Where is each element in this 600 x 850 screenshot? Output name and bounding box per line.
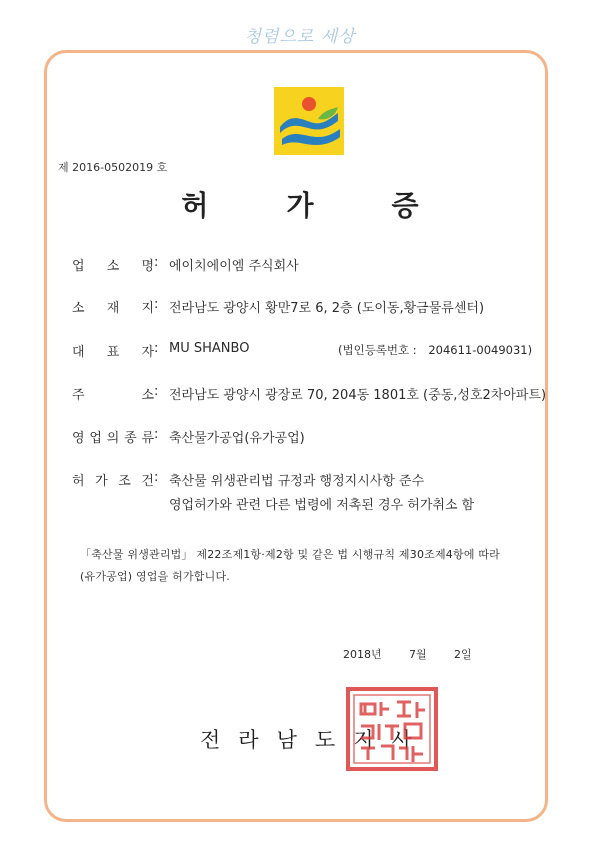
date-year: 2018년 [343, 648, 382, 661]
label-char: 명 [141, 259, 154, 274]
reg-number: 204611-0049031) [428, 343, 533, 357]
permit-number: 제 2016-0502019 호 [58, 161, 168, 174]
title-char: 증 [391, 189, 419, 222]
label-char: 건 [141, 474, 154, 489]
business-type-value: 축산물가공업(유가공업) [169, 431, 305, 446]
location-value: 전라남도 광양시 황만7로 6, 2층 (도이동,황금물류센터) [169, 301, 485, 316]
colon: : [154, 470, 159, 485]
label-char: 자 [141, 345, 154, 360]
field-label [72, 384, 154, 403]
title-char: 허 [181, 189, 209, 222]
colon: : [154, 297, 159, 312]
reg-label: (법인등록번호 : [338, 343, 417, 357]
field-representative [72, 341, 560, 359]
colon: : [154, 255, 159, 270]
province-logo-icon [274, 87, 344, 155]
document-title [0, 184, 600, 224]
issuer-char: 전 [200, 728, 221, 752]
label-char: 가 [95, 474, 108, 489]
field-label [72, 255, 154, 274]
label-char: 조 [118, 474, 131, 489]
field-conditions [72, 470, 560, 488]
conditions-line-2: 영업허가와 관련 다른 법령에 저촉된 경우 허가취소 함 [169, 498, 475, 513]
issuer-char: 남 [276, 728, 297, 752]
label-char: 소 [141, 388, 154, 403]
issuer-char: 도 [314, 728, 336, 752]
watermark-slogan: 청렴으로 세상 [244, 27, 356, 47]
label-char: 재 [106, 301, 120, 316]
statement-line-1: 「축산물 위생관리법」 제22조제1항·제2항 및 같은 법 시행규칙 제30조제4항에 따라 [80, 548, 501, 561]
colon: : [154, 427, 159, 442]
issuer-char: 지 [353, 728, 374, 752]
statement-line-2: (유가공업) 영업을 허가합니다. [80, 570, 230, 583]
field-label [72, 341, 154, 360]
label-char: 업 [89, 431, 102, 446]
label-char: 업 [72, 259, 85, 274]
label-char: 종 [124, 431, 137, 446]
colon: : [154, 341, 159, 356]
official-seal-stamp [345, 686, 439, 772]
field-location [72, 297, 560, 315]
field-business-name [72, 255, 560, 273]
business-name-value: 에이치에이엠 주식회사 [169, 259, 299, 274]
label-char: 소 [72, 301, 85, 316]
date-day: 2일 [454, 648, 472, 661]
issuer-char: 사 [391, 728, 412, 752]
colon: : [154, 384, 159, 399]
title-char: 가 [286, 189, 314, 222]
field-business-type [72, 427, 560, 445]
field-label [72, 470, 154, 489]
field-label [72, 427, 154, 446]
representative-value: MU SHANBO [169, 341, 250, 356]
conditions-line-1: 축산물 위생관리법 규정과 행정지시사항 준수 [169, 474, 425, 489]
label-char: 허 [72, 474, 85, 489]
label-char: 의 [106, 431, 120, 446]
field-address [72, 384, 560, 402]
field-label [72, 297, 154, 316]
label-char: 대 [72, 345, 85, 360]
date-month: 7월 [409, 648, 427, 661]
issuer-char: 라 [238, 728, 259, 752]
address-value: 전라남도 광양시 광장로 70, 204동 1801호 (중동,성호2차아파트) [169, 388, 547, 403]
label-char: 소 [106, 259, 120, 274]
label-char: 영 [72, 431, 85, 446]
label-char: 표 [106, 345, 120, 360]
label-char: 지 [141, 301, 154, 316]
label-char: 주 [72, 388, 85, 403]
label-char: 류 [141, 431, 154, 446]
corporate-registration-number [338, 342, 532, 358]
